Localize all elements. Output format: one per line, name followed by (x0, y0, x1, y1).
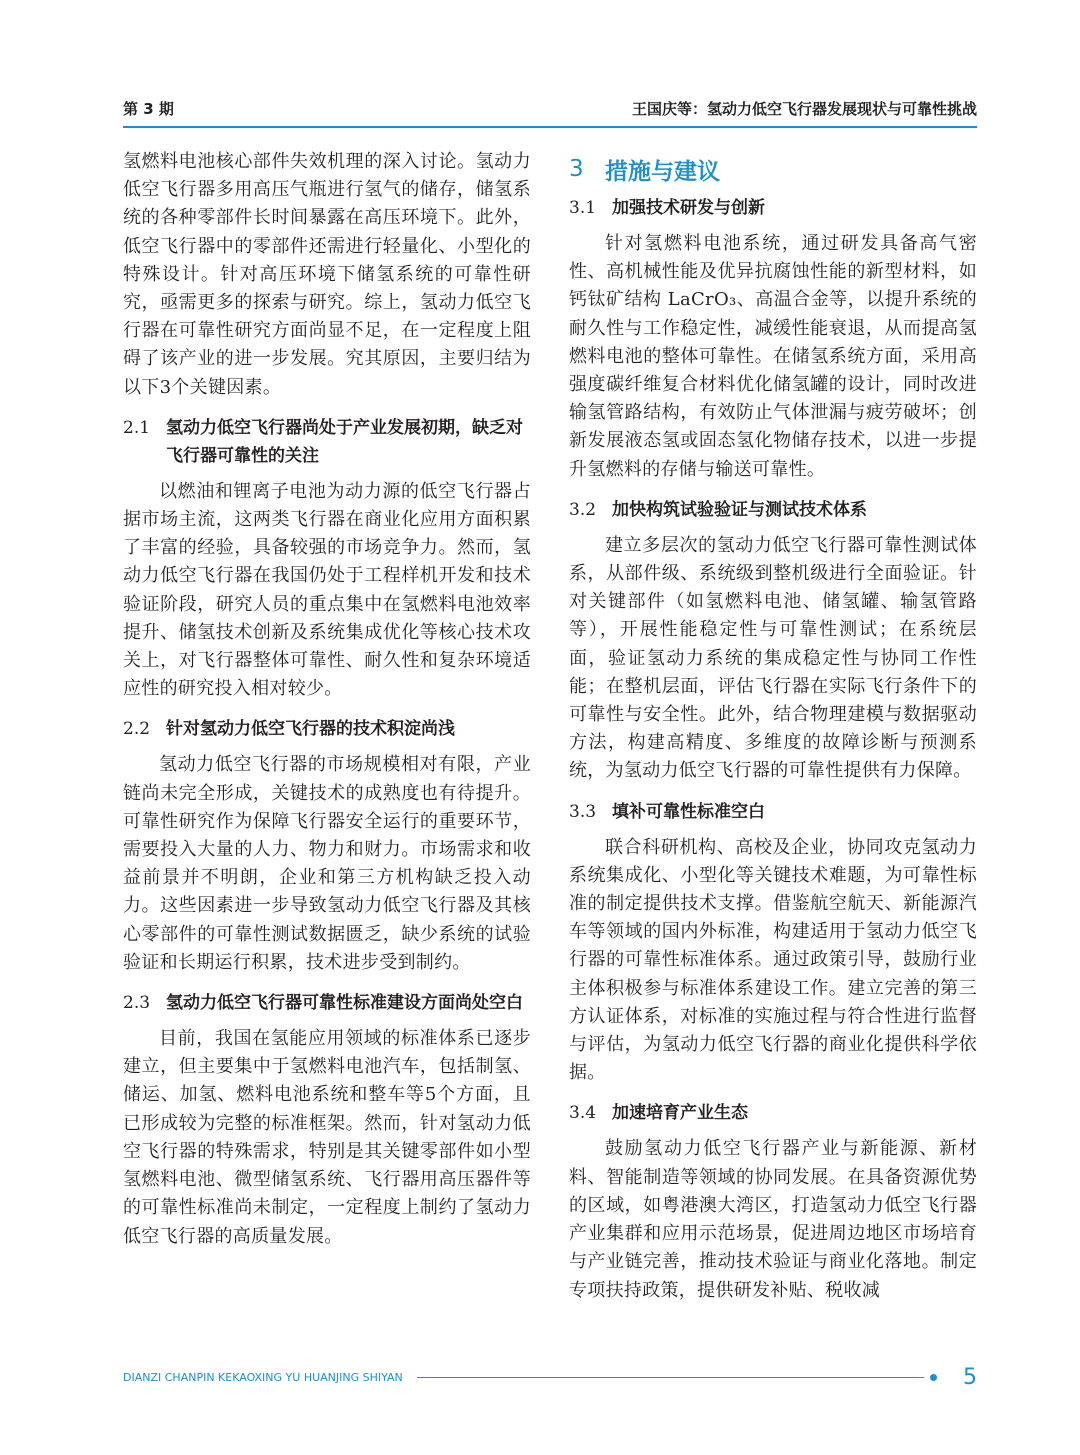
subsection-heading (569, 798, 977, 826)
paragraph: 建立多层次的氢动力低空飞行器可靠性测试体系，从部件级、系统级到整机级进行全面验证。针对关键部件（如氢燃料电池、储氢罐、输氢管路等），开展性能稳定性与可靠性测试；在系统层面，验证氢动力系统的集成稳定性与协同工作性能；在整机层面，评估飞行器在实际飞行条件下的可靠性与安全性。此外，结合物理建模与数据驱动方法，构建高精度、多维度的故障诊断与预测系统，为氢动力低空飞行器的可靠性提供有力保障。 (569, 534, 977, 782)
paragraph: 目前，我国在氢能应用领域的标准体系已逐步建立，但主要集中于氢燃料电池汽车，包括制氢、储运、加氢、燃料电池系统和整车等5个方面，且已形成较为完整的标准框架。然而，针对氢动力低空飞行器的特殊需求，特别是其关键零部件如小型氢燃料电池、微型储氢系统、飞行器用高压器件等的可靠性标准尚未制定，一定程度上制约了氢动力低空飞行器的高质量发展。 (123, 1028, 531, 1247)
right-column (569, 148, 977, 1305)
section-number: 3.3 (569, 801, 597, 822)
running-title: 王国庆等：氢动力低空飞行器发展现状与可靠性挑战 (631, 99, 977, 118)
section-number: 3 (569, 156, 584, 182)
section-title: 措施与建议 (605, 158, 720, 185)
section-title: 加速培育产业生态 (612, 1103, 748, 1124)
paragraph: 鼓励氢动力低空飞行器产业与新能源、新材料、智能制造等领域的协同发展。在具备资源优势的区域，如粤港澳大湾区，打造氢动力低空飞行器产业集群和应用示范场景，促进周边地区市场培育与产业链完善，推动技术验证与商业化落地。制定专项扶持政策，提供研发补贴、税收减 (569, 1138, 977, 1301)
subsection-heading (123, 989, 531, 1017)
paragraph: 以燃油和锂离子电池为动力源的低空飞行器占据市场主流，这两类飞行器在商业化应用方面积累了丰富的经验，具备较强的市场竞争力。然而，氢动力低空飞行器在我国仍处于工程样机开发和技术验证阶段，研究人员的重点集中在氢燃料电池效率提升、储氢技术创新及系统集成优化等核心技术攻关上，对飞行器整体可靠性、耐久性和复杂环境适应性的研究投入相对较少。 (123, 480, 531, 700)
footer-dot-icon (930, 1374, 937, 1381)
footer-rule (417, 1377, 924, 1378)
subsection-heading (569, 194, 977, 222)
subsection-heading (569, 496, 977, 524)
issue-label: 第 3 期 (123, 99, 174, 118)
running-header (123, 90, 977, 128)
section-number: 3.2 (569, 499, 597, 520)
subsection-heading (123, 715, 531, 743)
paragraph: 氢燃料电池核心部件失效机理的深入讨论。氢动力低空飞行器多用高压气瓶进行氢气的储存，储氢系统的各种零部件长时间暴露在高压环境下。此外，低空飞行器中的零部件还需进行轻量化、小型化的特殊设计。针对高压环境下储氢系统的可靠性研究，亟需更多的探索与研究。综上，氢动力低空飞行器在可靠性研究方面尚显不足，在一定程度上阻碍了该产业的进一步发展。究其原因，主要归结为以下3个关键因素。 (123, 151, 531, 398)
subsection-heading (123, 414, 531, 470)
paragraph: 针对氢燃料电池系统，通过研发具备高气密性、高机械性能及优异抗腐蚀性能的新型材料，如钙钛矿结构 LaCrO₃、高温合金等，以提升系统的耐久性与工作稳定性，减缓性能衰退，从而提高氢燃料电池的整体可靠性。在储氢系统方面，采用高强度碳纤维复合材料优化储氢罐的设计，同时改进输氢管路结构，有效防止气体泄漏与疲劳破坏；创新发展液态氢或固态氢化物储存技术，以进一步提升氢燃料的存储与输送可靠性。 (569, 233, 977, 480)
page-footer (123, 1362, 977, 1392)
section-title: 氢动力低空飞行器尚处于产业发展初期，缺乏对飞行器可靠性的关注 (166, 417, 523, 466)
section-number: 2.2 (123, 719, 151, 740)
journal-name: DIANZI CHANPIN KEKAOXING YU HUANJING SHIYAN (123, 1370, 403, 1384)
section-title: 氢动力低空飞行器可靠性标准建设方面尚处空白 (166, 993, 523, 1014)
left-column (123, 148, 531, 1251)
section-number: 2.1 (123, 417, 151, 438)
paragraph: 氢动力低空飞行器的市场规模相对有限，产业链尚未完全形成，关键技术的成熟度也有待提升。可靠性研究作为保障飞行器安全运行的重要环节，需要投入大量的人力、物力和财力。市场需求和收益前景并不明朗，企业和第三方机构缺乏投入动力。这些因素进一步导致氢动力低空飞行器及其核心零部件的可靠性测试数据匮乏，缺少系统的试验验证和长期运行积累，技术进步受到制约。 (123, 754, 531, 973)
section-heading (569, 148, 977, 190)
section-title: 填补可靠性标准空白 (612, 801, 765, 822)
section-number: 3.4 (569, 1103, 597, 1124)
paragraph: 联合科研机构、高校及企业，协同攻克氢动力系统集成化、小型化等关键技术难题，为可靠性标准的制定提供技术支撑。借鉴航空航天、新能源汽车等领域的国内外标准，构建适用于氢动力低空飞行器的可靠性标准体系。通过政策引导，鼓励行业主体积极参与标准体系建设工作。建立完善的第三方认证体系，对标准的实施过程与符合性进行监督与评估，为氢动力低空飞行器的商业化提供科学依据。 (569, 836, 977, 1084)
section-title: 加强技术研发与创新 (612, 198, 765, 218)
subsection-heading (569, 1099, 977, 1127)
page-number: 5 (963, 1364, 977, 1390)
section-number: 3.1 (569, 198, 597, 218)
section-number: 2.3 (123, 993, 151, 1014)
section-title: 针对氢动力低空飞行器的技术积淀尚浅 (166, 719, 455, 740)
section-title: 加快构筑试验验证与测试技术体系 (612, 499, 867, 520)
